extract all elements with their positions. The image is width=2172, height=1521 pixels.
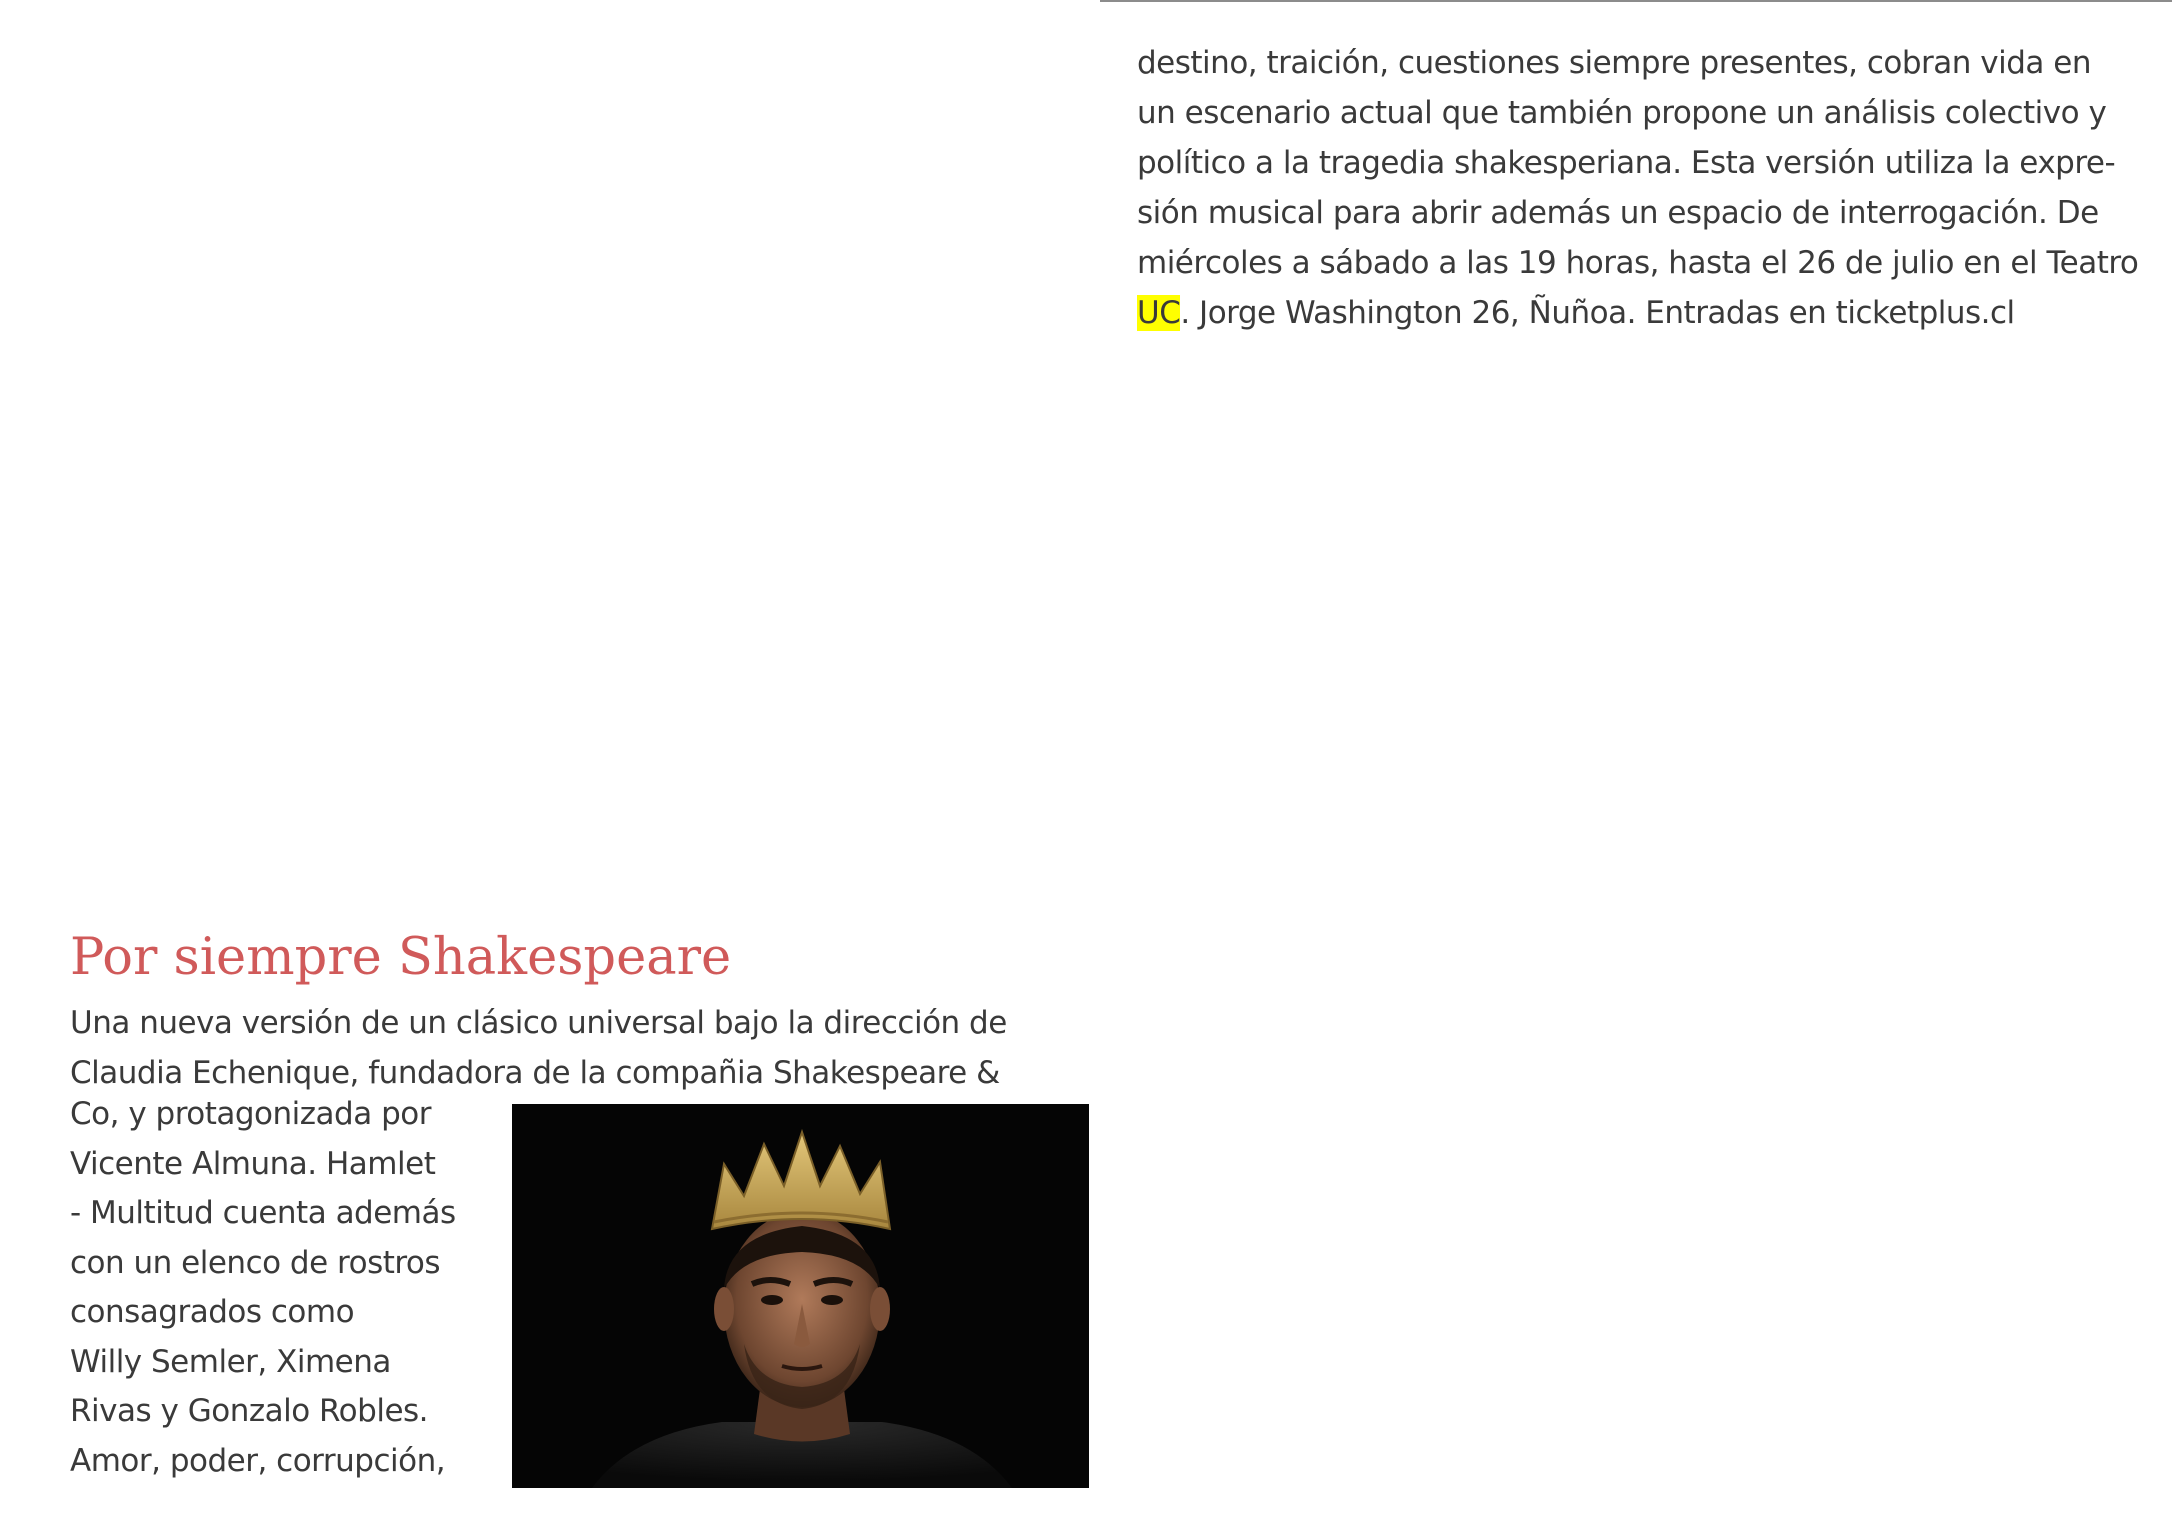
article-block	[70, 918, 1100, 1098]
text-line: con un elenco de rostros	[70, 1244, 441, 1281]
actor-crown-photo	[512, 1104, 1089, 1488]
text-line: sión musical para abrir además un espacio de interrogación. De	[1137, 195, 2099, 231]
text-line: Claudia Echenique, fundadora de la compañia Shakespeare &	[70, 1055, 1000, 1091]
article-title: Por siempre Shakespeare	[70, 928, 732, 987]
top-rule-divider	[1100, 0, 2172, 2]
text-line: Co, y protagonizada por	[70, 1096, 431, 1132]
text-line: político a la tragedia shakesperiana. Esta versión utiliza la expre-	[1137, 145, 2116, 181]
highlighted-text[interactable]: UC	[1137, 295, 1181, 331]
text-line: Una nueva versión de un clásico universal bajo la dirección de	[70, 1005, 1007, 1041]
text-line: Rivas y Gonzalo Robles.	[70, 1393, 429, 1429]
text-line: Willy Semler, Ximena	[70, 1343, 391, 1380]
text-line: consagrados como	[70, 1294, 355, 1330]
text-line: destino, traición, cuestiones siempre presentes, cobran vida en	[1137, 45, 2091, 81]
article-body-wrapped	[70, 1090, 510, 1486]
text-line-final	[1137, 288, 2137, 338]
man-with-gold-crown-illustration	[512, 1104, 1089, 1488]
text-line: miércoles a sábado a las 19 horas, hasta el 26 de julio en el Teatro	[1137, 245, 2139, 281]
text-line: Vicente Almuna. Hamlet	[70, 1145, 436, 1182]
text-line: un escenario actual que también propone un análisis colectivo y	[1137, 95, 2107, 131]
text-line: - Multitud cuenta además	[70, 1195, 456, 1231]
text-line-rest: . Jorge Washington 26, Ñuñoa. Entradas en ticketplus.cl	[1180, 295, 2015, 331]
continued-article-text	[1137, 38, 2137, 338]
text-line: Amor, poder, corrupción,	[70, 1442, 446, 1479]
article-intro	[70, 998, 1100, 1098]
